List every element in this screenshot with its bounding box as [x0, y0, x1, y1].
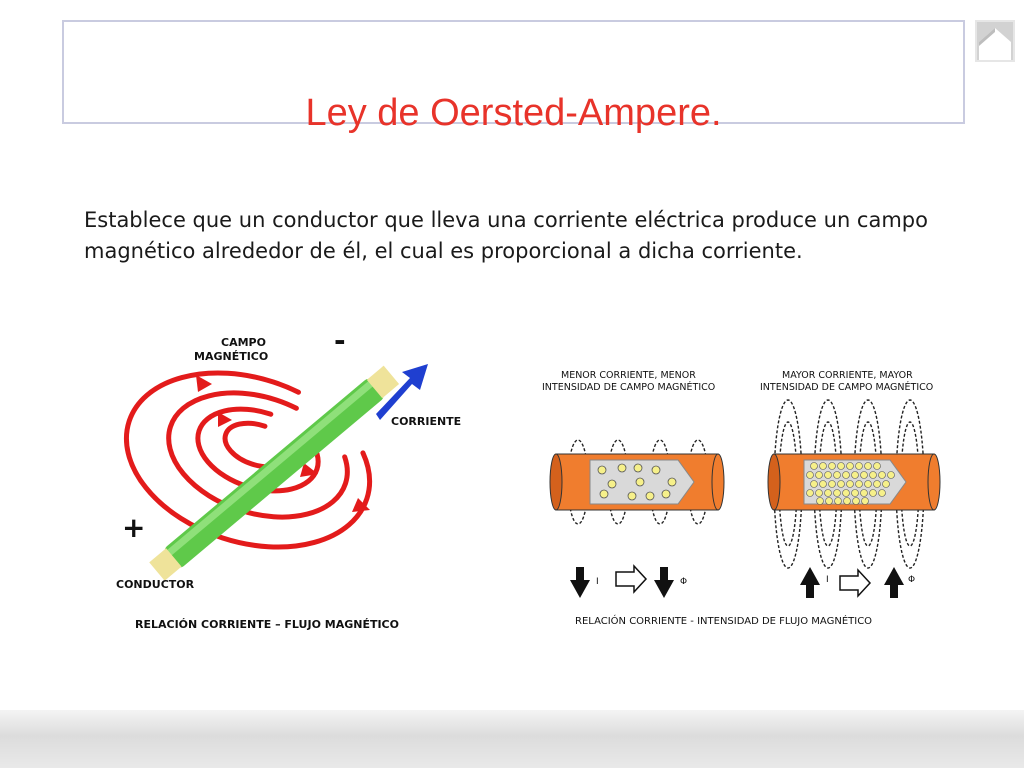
label-corriente: CORRIENTE [391, 415, 462, 428]
figure-current-intensity [538, 362, 950, 630]
label-minus: - [334, 324, 346, 357]
right-left-title-2: INTENSIDAD DE CAMPO MAGNÉTICO [542, 382, 716, 393]
slide-title: Ley de Oersted-Ampere. [305, 92, 722, 134]
label-magnetico: MAGNÉTICO [194, 350, 269, 363]
caption-right: RELACIÓN CORRIENTE - INTENSIDAD DE FLUJO MAGNÉTICO [575, 616, 873, 627]
label-campo: CAMPO [221, 336, 266, 349]
right-right-title-1: MAYOR CORRIENTE, MAYOR [782, 370, 913, 381]
label-conductor: CONDUCTOR [116, 578, 195, 591]
caption-left: RELACIÓN CORRIENTE – FLUJO MAGNÉTICO [135, 618, 399, 631]
symbol-phi-left: Φ [680, 577, 688, 587]
title-box [62, 20, 965, 134]
body-paragraph: Establece que un conductor que lleva una corriente eléctrica produce un campo magnético alrededor de él, el cual es proporcional a dicha corriente. [84, 208, 928, 263]
symbol-i-left: I [596, 577, 599, 587]
figure-oersted-conductor [108, 320, 462, 631]
home-icon[interactable] [975, 20, 1015, 62]
footer-bar [0, 710, 1024, 768]
right-left-title-1: MENOR CORRIENTE, MENOR [561, 370, 696, 381]
symbol-phi-right: Φ [908, 575, 916, 585]
symbol-i-right: I [826, 575, 829, 585]
right-right-title-2: INTENSIDAD DE CAMPO MAGNÉTICO [760, 382, 934, 393]
label-plus: + [122, 511, 146, 544]
